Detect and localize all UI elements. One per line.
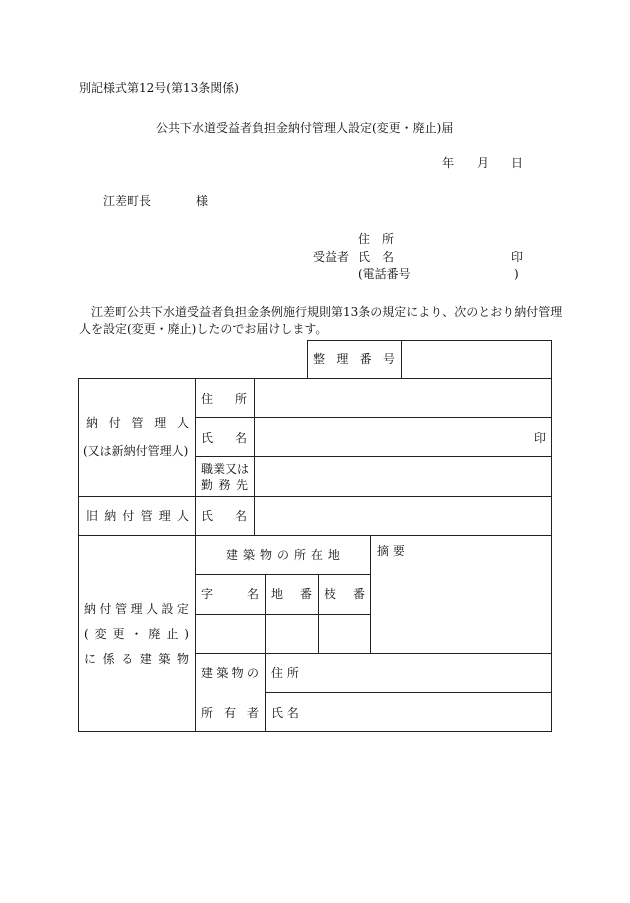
date-day: 日 <box>511 156 524 170</box>
chiban-field[interactable] <box>270 619 314 649</box>
building-location-header: 建 築 物 の 所 在 地 <box>226 548 340 562</box>
agent-name-field[interactable] <box>260 423 526 451</box>
agent-sublabel: (又は新納付管理人) <box>83 444 189 458</box>
owner-label-1: 建 築 物 の <box>201 666 259 680</box>
agent-occupation-field[interactable] <box>260 462 546 490</box>
agent-address-label: 住 所 <box>201 392 247 406</box>
building-label-2: ( 変 更 ・ 廃 止 ) <box>84 627 189 641</box>
addressee-honorific: 様 <box>196 194 209 208</box>
serial-number-field[interactable] <box>408 346 546 372</box>
applicant-name-label: 氏 名 <box>358 250 395 264</box>
form-number: 別記様式第12号(第13条関係) <box>79 81 239 95</box>
building-label-3: に 係 る 建 築 物 <box>84 652 189 666</box>
old-agent-name-label: 氏 名 <box>201 509 247 523</box>
agent-occupation-label-2: 勤 務 先 <box>201 478 248 492</box>
applicant-phone-close: ) <box>514 267 519 281</box>
body-text-line2: 人を設定(変更・廃止)したのでお届けします。 <box>79 322 328 336</box>
applicant-role-label: 受益者 <box>313 250 350 264</box>
building-label-1: 納 付 管 理 人 設 定 <box>84 602 189 616</box>
agent-label: 納 付 管 理 人 <box>86 416 189 430</box>
applicant-address-label: 住 所 <box>358 232 395 246</box>
agent-address-field[interactable] <box>260 384 546 412</box>
date-month: 月 <box>477 156 490 170</box>
edaban-field[interactable] <box>323 619 367 649</box>
aza-label: 字 名 <box>201 587 259 601</box>
owner-address-field[interactable] <box>310 659 546 687</box>
edaban-label: 枝 番 <box>324 587 365 601</box>
agent-occupation-label-1: 職業又は <box>201 462 250 476</box>
owner-name-label: 氏 名 <box>271 706 299 720</box>
old-agent-label: 旧 納 付 管 理 人 <box>86 509 189 523</box>
aza-field[interactable] <box>200 619 260 649</box>
old-agent-name-field[interactable] <box>260 502 546 530</box>
agent-name-label: 氏 名 <box>201 431 247 445</box>
chiban-label: 地 番 <box>271 587 312 601</box>
applicant-seal: 印 <box>511 250 524 264</box>
remarks-label: 摘 要 <box>377 544 405 558</box>
form-title: 公共下水道受益者負担金納付管理人設定(変更・廃止)届 <box>156 121 454 135</box>
agent-seal: 印 <box>534 431 547 445</box>
applicant-phone-label: (電話番号 <box>358 267 411 281</box>
serial-number-label: 整 理 番 号 <box>313 352 395 366</box>
body-text-line1: 江差町公共下水道受益者負担金条例施行規則第13条の規定により、次のとおり納付管理 <box>91 305 563 319</box>
owner-address-label: 住 所 <box>271 666 299 680</box>
remarks-field[interactable] <box>376 562 546 648</box>
owner-name-field[interactable] <box>310 698 546 726</box>
owner-label-2: 所 有 者 <box>201 706 259 720</box>
date-year: 年 <box>442 156 455 170</box>
addressee-name: 江差町長 <box>103 194 152 208</box>
